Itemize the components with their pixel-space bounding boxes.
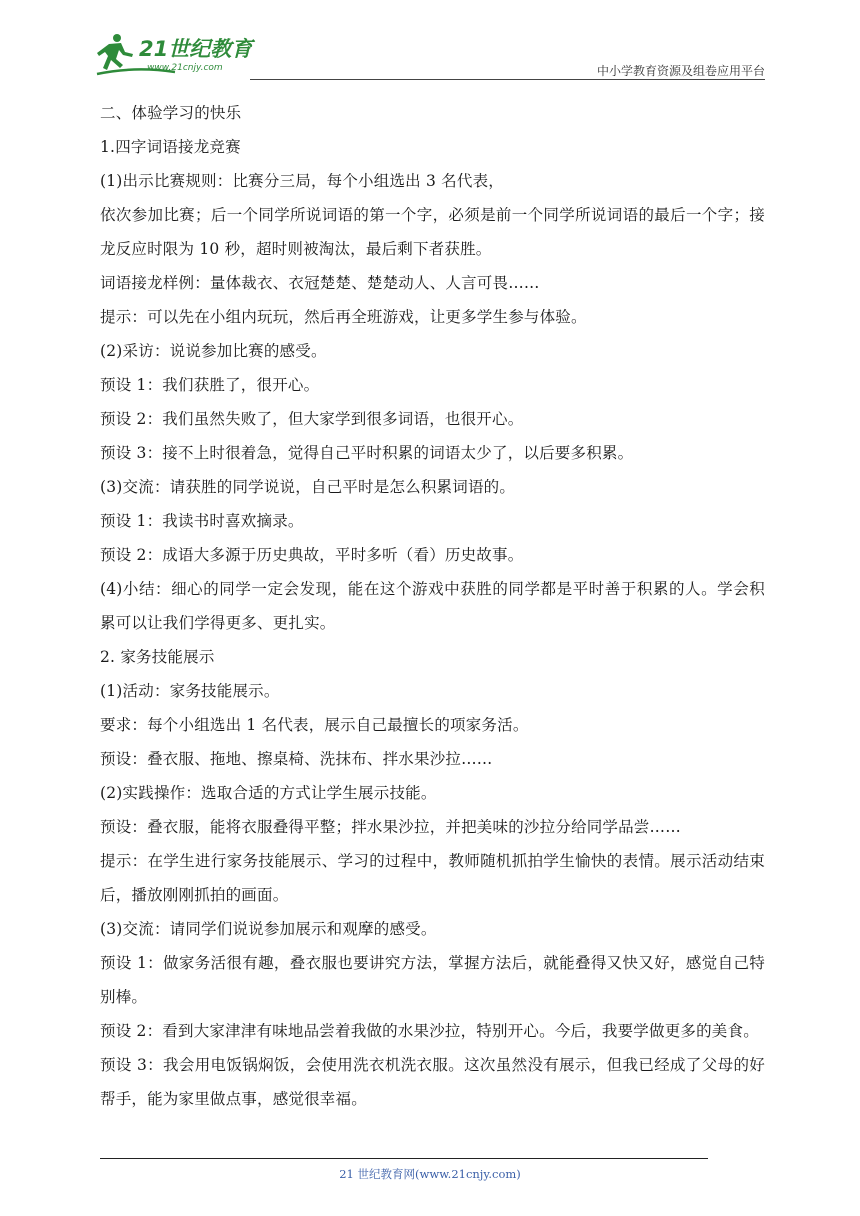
header-divider bbox=[250, 79, 765, 80]
paragraph: (1)活动：家务技能展示。 bbox=[100, 682, 280, 700]
paragraph: (3)交流：请获胜的同学说说，自己平时是怎么积累词语的。 bbox=[100, 478, 516, 496]
paragraph: (3)交流：请同学们说说参加展示和观摩的感受。 bbox=[100, 920, 437, 938]
paragraph: 预设 2：看到大家津津有味地品尝着我做的水果沙拉，特别开心。今后，我要学做更多的美食。 bbox=[100, 1022, 759, 1040]
paragraph: (2)实践操作：选取合适的方式让学生展示技能。 bbox=[100, 784, 437, 802]
paragraph: 预设：叠衣服，能将衣服叠得平整；拌水果沙拉，并把美味的沙拉分给同学品尝…… bbox=[100, 818, 681, 836]
paragraph: 要求：每个小组选出 1 名代表，展示自己最擅长的项家务活。 bbox=[100, 716, 529, 734]
paragraph: 提示：在学生进行家务技能展示、学习的过程中，教师随机抓拍学生愉快的表情。展示活动结束后，播放刚刚抓拍的画面。 bbox=[100, 852, 765, 904]
paragraph: (4)小结：细心的同学一定会发现，能在这个游戏中获胜的同学都是平时善于积累的人。学会积累可以让我们学得更多、更扎实。 bbox=[100, 580, 765, 632]
subsection-heading: 1.四字词语接龙竞赛 bbox=[100, 138, 241, 156]
paragraph: 提示：可以先在小组内玩玩，然后再全班游戏，让更多学生参与体验。 bbox=[100, 308, 587, 326]
paragraph: (2)采访：说说参加比赛的感受。 bbox=[100, 342, 327, 360]
paragraph: (1)出示比赛规则：比赛分三局，每个小组选出 3 名代表， bbox=[100, 172, 504, 190]
paragraph: 预设：叠衣服、拖地、擦桌椅、洗抹布、拌水果沙拉…… bbox=[100, 750, 493, 768]
runner-icon bbox=[97, 34, 133, 70]
paragraph: 预设 1：做家务活很有趣，叠衣服也要讲究方法，掌握方法后，就能叠得又快又好，感觉自己特别棒。 bbox=[100, 954, 765, 1006]
page-header bbox=[95, 30, 765, 80]
site-logo bbox=[95, 30, 265, 80]
paragraph: 预设 1：我们获胜了，很开心。 bbox=[100, 376, 320, 394]
section-heading: 二、体验学习的快乐 bbox=[100, 104, 242, 122]
logo-url-text: www.21cnjy.com bbox=[147, 63, 223, 73]
paragraph: 依次参加比赛；后一个同学所说词语的第一个字，必须是前一个同学所说词语的最后一个字；接龙反应时限为 10 秒，超时则被淘汰，最后剩下者获胜。 bbox=[100, 206, 765, 258]
paragraph: 预设 2：我们虽然失败了，但大家学到很多词语，也很开心。 bbox=[100, 410, 524, 428]
subsection-heading: 2. 家务技能展示 bbox=[100, 648, 215, 666]
footer-divider bbox=[100, 1158, 708, 1159]
paragraph: 词语接龙样例：量体裁衣、衣冠楚楚、楚楚动人、人言可畏…… bbox=[100, 274, 540, 292]
document-body bbox=[100, 96, 765, 1116]
paragraph: 预设 1：我读书时喜欢摘录。 bbox=[100, 512, 304, 530]
platform-name: 中小学教育资源及组卷应用平台 bbox=[596, 64, 765, 78]
page-footer: 21 世纪教育网(www.21cnjy.com) bbox=[339, 1167, 521, 1181]
paragraph: 预设 3：接不上时很着急，觉得自己平时积累的词语太少了，以后要多积累。 bbox=[100, 444, 634, 462]
paragraph: 预设 3：我会用电饭锅焖饭，会使用洗衣机洗衣服。这次虽然没有展示，但我已经成了父母的好帮手，能为家里做点事，感觉很幸福。 bbox=[100, 1056, 765, 1108]
paragraph: 预设 2：成语大多源于历史典故，平时多听（看）历史故事。 bbox=[100, 546, 524, 564]
logo-main-text: 21世纪教育 bbox=[139, 37, 253, 61]
